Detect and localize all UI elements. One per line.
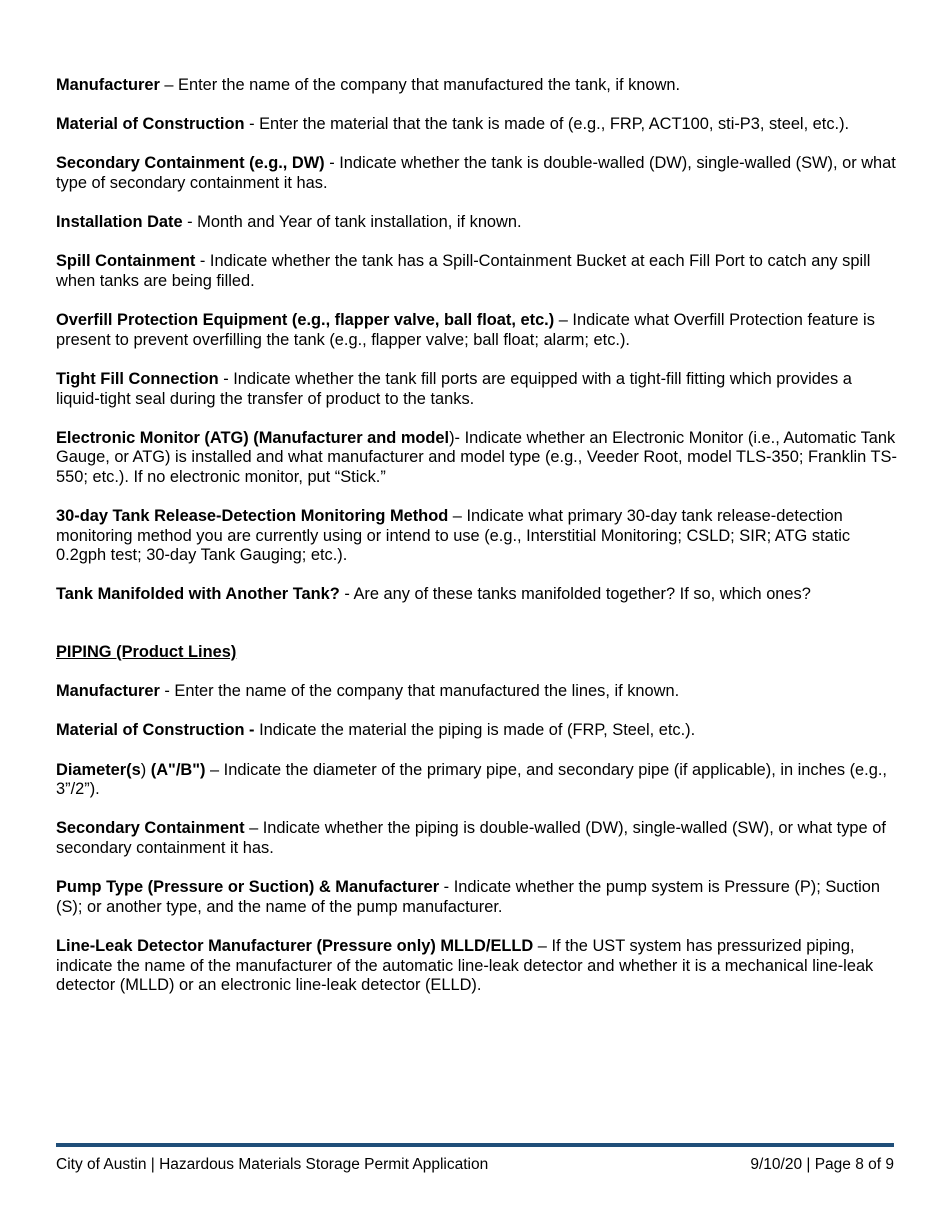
entry-label: Material of Construction - — [56, 721, 255, 740]
entry-text: - Indicate whether the pump system is Pressure (P); Suction (S); or another type, and the name of the pump manufacturer. — [56, 878, 881, 916]
tank-release-detection-entry — [56, 507, 898, 566]
entry-text: - Enter the name of the company that manufactured the lines, if known. — [159, 682, 680, 701]
page-footer — [56, 1155, 894, 1175]
tank-material-entry — [56, 115, 898, 135]
tank-installation-date-entry — [56, 213, 898, 233]
entry-label: Installation Date — [56, 213, 183, 232]
entry-text-secondary: – Indicate the diameter of the primary pipe, and secondary pipe (if applicable), in inches (e.g., 3”/2”). — [56, 760, 887, 799]
entry-label: Secondary Containment (e.g., DW) — [56, 154, 325, 173]
entry-label: Overfill Protection Equipment (e.g., flapper valve, ball float, etc.) — [56, 311, 555, 330]
footer-date-page-number: 9/10/20 | Page 8 of 9 — [750, 1156, 894, 1173]
piping-secondary-containment-entry — [56, 819, 898, 858]
footer-divider — [56, 1143, 894, 1147]
entry-label: Secondary Containment — [56, 819, 245, 838]
tank-manifolded-entry — [56, 585, 898, 605]
entry-label: Manufacturer — [56, 76, 160, 94]
piping-pump-type-entry — [56, 878, 898, 917]
piping-material-entry — [56, 721, 898, 741]
entry-text: - Indicate whether the tank fill ports are equipped with a tight-fill fitting which provides a liquid-tight seal during the transfer of product to the tanks. — [56, 369, 852, 408]
entry-text: - Are any of these tanks manifolded together? If so, which ones? — [339, 585, 811, 604]
entry-text: - Indicate whether the tank has a Spill-Containment Bucket at each Fill Port to catch any spill when tanks are being filled. — [56, 252, 871, 290]
entry-label: Manufacturer — [56, 682, 160, 701]
tank-manufacturer-entry — [56, 76, 898, 96]
entry-label: Tank Manifolded with Another Tank? — [56, 585, 340, 604]
entry-label: Material of Construction — [56, 115, 245, 134]
tank-overfill-protection-entry — [56, 311, 898, 350]
entry-label: Tight Fill Connection — [56, 369, 219, 388]
tank-secondary-containment-entry — [56, 154, 898, 193]
entry-text: – Enter the name of the company that manufactured the tank, if known. — [159, 76, 681, 94]
entry-text: - Enter the material that the tank is made of (e.g., FRP, ACT100, sti-P3, steel, etc.). — [244, 115, 850, 134]
tank-spill-containment-entry — [56, 252, 898, 291]
piping-diameter-entry — [56, 761, 898, 800]
entry-label: Spill Containment — [56, 252, 196, 271]
entry-text: - Indicate whether the tank is double-walled (DW), single-walled (SW), or what type of secondary containment it has. — [56, 154, 896, 192]
piping-manufacturer-entry — [56, 682, 898, 702]
entry-text: – Indicate what Overfill Protection feature is present to prevent overfilling the tank (e.g., flapper valve; ball float; alarm; etc.). — [56, 311, 875, 349]
entry-label: Pump Type (Pressure or Suction) & Manufacturer — [56, 878, 440, 897]
entry-text: – Indicate whether the piping is double-walled (DW), single-walled (SW), or what type of secondary containment it has. — [56, 819, 886, 857]
entry-text: Indicate the material the piping is made of (FRP, Steel, etc.). — [254, 721, 696, 740]
tank-electronic-monitor-entry — [56, 429, 898, 488]
piping-line-leak-detector-entry — [56, 937, 898, 996]
piping-section-heading: PIPING (Product Lines) — [56, 643, 237, 662]
document-body — [56, 76, 898, 1015]
entry-label: Diameter(s — [56, 760, 141, 779]
entry-text: )- Indicate whether an Electronic Monitor (i.e., Automatic Tank Gauge, or ATG) is installed and what manufacturer and model type (e.g., Veeder Root, model TLS-350; Franklin TS-550; etc.). If no electronic monitor, put “Stick.” — [56, 428, 897, 486]
entry-label: Electronic Monitor (ATG) (Manufacturer and model — [56, 428, 450, 447]
entry-label: 30-day Tank Release-Detection Monitoring Method — [56, 507, 449, 526]
entry-text: ) — [140, 760, 151, 779]
entry-text: – If the UST system has pressurized piping, indicate the name of the manufacturer of the automatic line-leak detector and whether it is a mechanical line-leak detector (MLLD) or an electronic line-leak detector (ELLD). — [56, 936, 874, 995]
entry-text: – Indicate what primary 30-day tank release-detection monitoring method you are currently using or intend to use (e.g., Interstitial Monitoring; CSLD; SIR; ATG static 0.2gph test; 30-day Tank Gauging; etc.). — [56, 507, 851, 565]
entry-label-secondary: (A"/B") — [150, 760, 206, 779]
footer-document-title: City of Austin | Hazardous Materials Storage Permit Application — [56, 1156, 489, 1173]
tank-tight-fill-entry — [56, 370, 898, 409]
entry-text: - Month and Year of tank installation, if known. — [182, 213, 522, 232]
entry-label: Line-Leak Detector Manufacturer (Pressure only) MLLD/ELLD — [56, 936, 534, 955]
